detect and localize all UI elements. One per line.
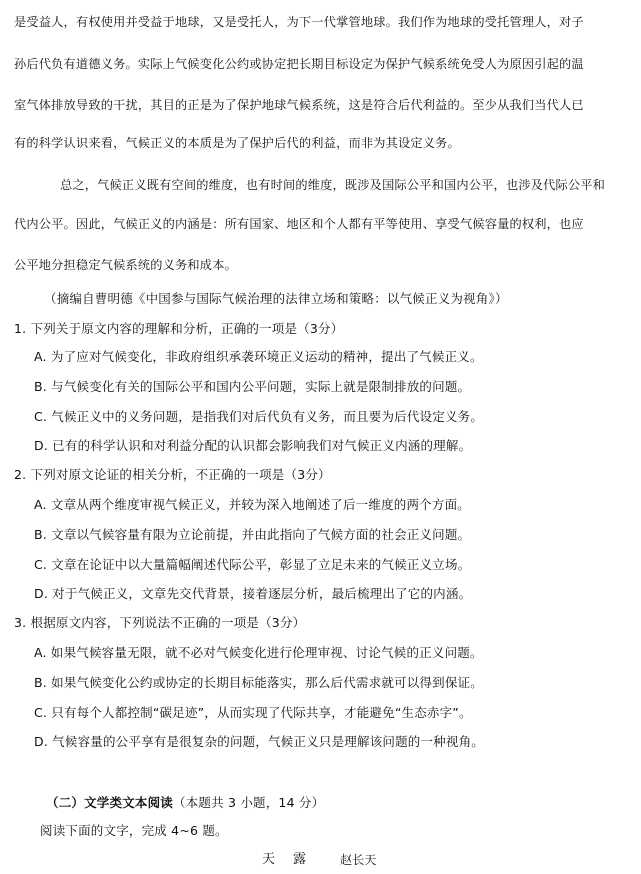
source-citation: （摘编自曹明德《中国参与国际气候治理的法律立场和策略：以气候正义为视角》） [44,291,508,306]
option-c: C. 文章在论证中以大量篇幅阐述代际公平，彰显了立足未来的气候正义立场。 [34,557,471,572]
option-a: A. 文章从两个维度审视气候正义，并较为深入地阐述了后一维度的两个方面。 [34,497,470,512]
story-title: 天露 [262,852,325,867]
option-b: B. 如果气候变化公约或协定的长期目标能落实，那么后代需求就可以得到保证。 [34,675,483,690]
paragraph-line: 代内公平。因此，气候正义的内涵是：所有国家、地区和个人都有平等使用、享受气候容量的权利，也应 [14,217,584,231]
paragraph-line: 是受益人，有权使用并受益于地球，又是受托人，为下一代掌管地球。我们作为地球的受托管理人，对子 [14,15,584,29]
option-a: A. 为了应对气候变化，非政府组织承袭环境正义运动的精神，提出了气候正义。 [34,349,483,364]
option-c: C. 气候正义中的义务问题，是指我们对后代负有义务，而且要为后代设定义务。 [34,409,484,424]
story-author: 赵长天 [340,853,377,867]
option-b: B. 文章以气候容量有限为立论前提，并由此指向了气候方面的社会正义问题。 [34,527,471,542]
option-d: D. 对于气候正义，文章先交代背景，接着逐层分析，最后梳理出了它的内涵。 [34,586,472,601]
question-stem: 2. 下列对原文论证的相关分析，不正确的一项是（3分） [14,467,331,482]
section-heading-title: （二）文学类文本阅读 [46,795,174,810]
paragraph-line: 总之，气候正义既有空间的维度，也有时间的维度，既涉及国际公平和国内公平，也涉及代际公平和 [60,178,606,192]
paragraph-line: 有的科学认识来看，气候正义的本质是为了保护后代的利益，而非为其设定义务。 [14,136,460,150]
option-c: C. 只有每个人都控制“碳足迹”，从而实现了代际共享，才能避免“生态赤字”。 [34,705,472,720]
section-heading-note: （本题共 3 小题，14 分） [173,795,325,810]
paragraph-line: 公平地分担稳定气候系统的义务和成本。 [14,258,237,272]
paragraph-line: 室气体排放导致的干扰，其目的正是为了保护地球气候系统，这是符合后代利益的。至少从我们当代人已 [14,98,584,112]
question-stem: 3. 根据原文内容，下列说法不正确的一项是（3分） [14,615,306,630]
question-stem: 1. 下列关于原文内容的理解和分析，正确的一项是（3分） [14,321,344,336]
option-a: A. 如果气候容量无限，就不必对气候变化进行伦理审视、讨论气候的正义问题。 [34,645,483,660]
option-d: D. 已有的科学认识和对利益分配的认识都会影响我们对气候正义内涵的理解。 [34,438,472,453]
option-d: D. 气候容量的公平享有是很复杂的问题，气候正义只是理解该问题的一种视角。 [34,734,484,749]
option-b: B. 与气候变化有关的国际公平和国内公平问题，实际上就是限制排放的问题。 [34,379,471,394]
reading-instruction: 阅读下面的文字，完成 4~6 题。 [40,823,228,838]
section-heading [46,795,631,811]
paragraph-line: 孙后代负有道德义务。实际上气候变化公约或协定把长期目标设定为保护气候系统免受人为原因引起的温 [14,57,584,71]
